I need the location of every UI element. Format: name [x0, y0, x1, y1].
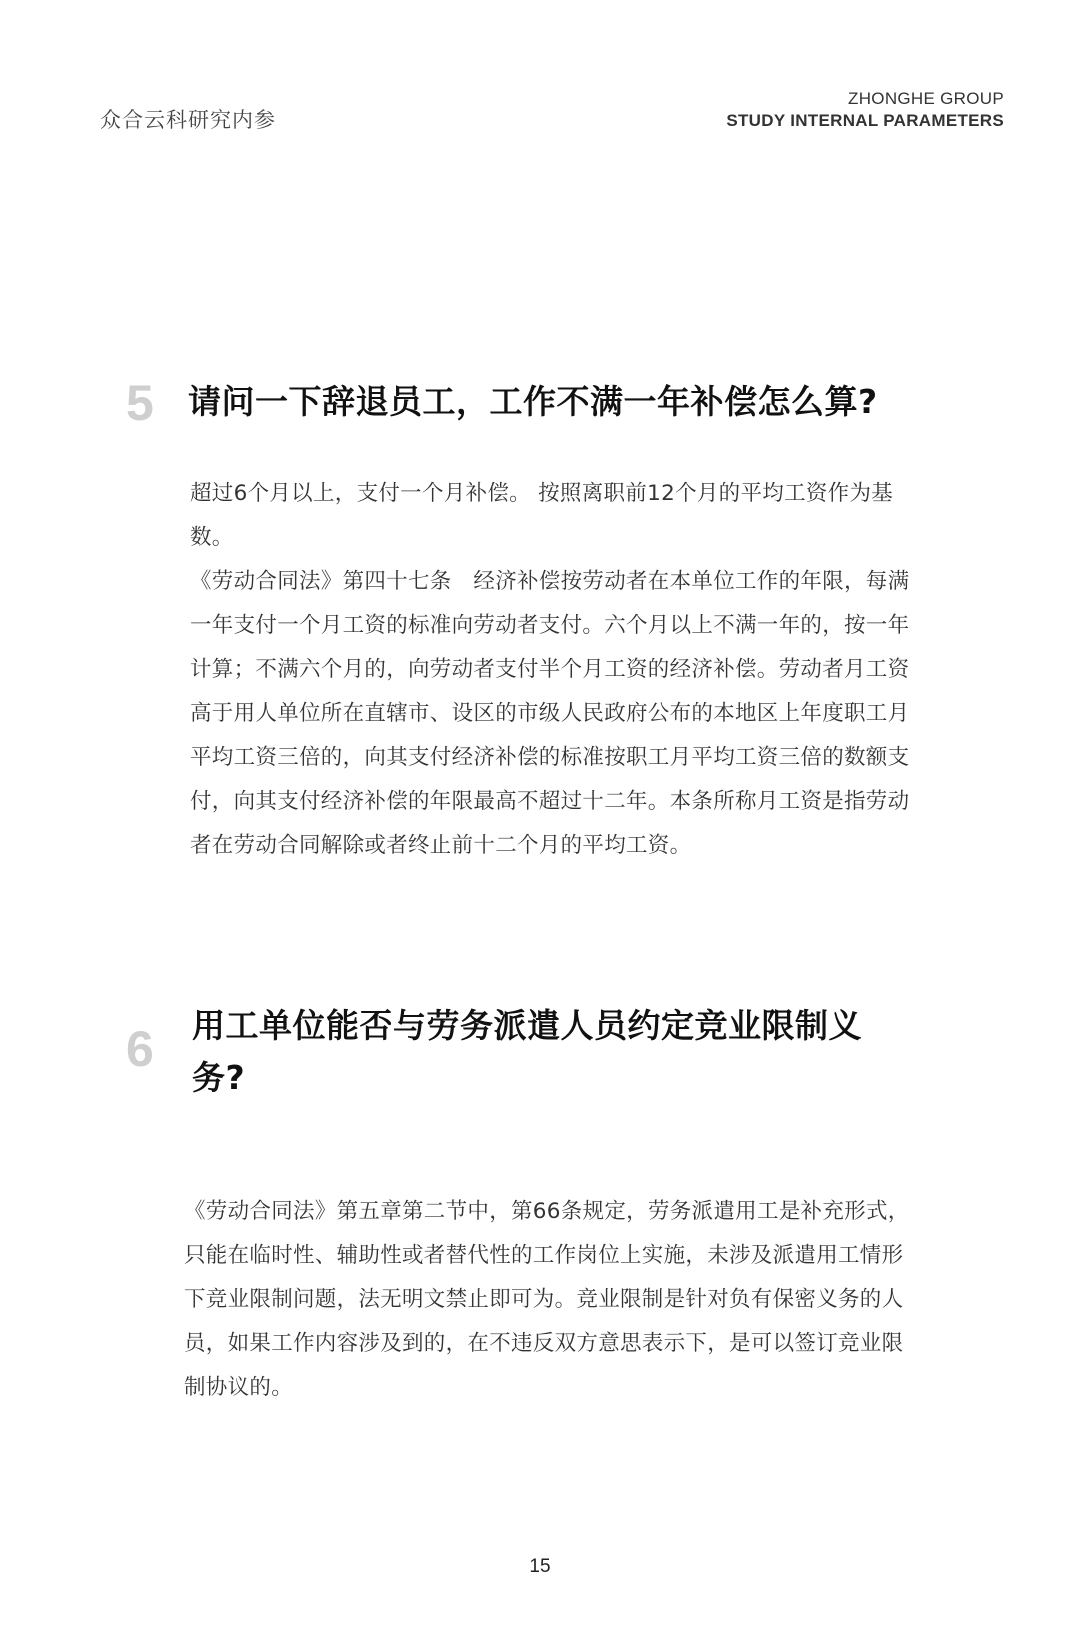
- header-brand-line1: ZHONGHE GROUP: [848, 89, 1004, 108]
- page-number: 15: [529, 1556, 551, 1577]
- header-publication-title: 众合云科研究内参: [100, 108, 276, 132]
- answer-5-paragraph-1: 超过6个月以上，支付一个月补偿。 按照离职前12个月的平均工资作为基数。: [190, 481, 894, 550]
- question-title-6: 用工单位能否与劳务派遣人员约定竞业限制义务?: [192, 1006, 862, 1097]
- answer-5: [190, 472, 922, 868]
- question-title-5: 请问一下辞退员工，工作不满一年补偿怎么算?: [188, 382, 878, 421]
- answer-6-paragraph-1: 《劳动合同法》第五章第二节中，第66条规定，劳务派遣用工是补充形式，只能在临时性、辅助性或者替代性的工作岗位上实施，未涉及派遣用工情形下竞业限制问题，法无明文禁止即可为。竞业限制是针对负有保密义务的人员，如果工作内容涉及到的，在不违反双方意思表示下，是可以签订竞业限制协议的。: [184, 1199, 910, 1400]
- header-brand-line2: STUDY INTERNAL PARAMETERS: [726, 111, 1004, 130]
- header-brand: [726, 88, 1004, 132]
- question-number-6: 6: [126, 1021, 154, 1077]
- question-number-5: 5: [126, 375, 154, 431]
- answer-6: [184, 1190, 924, 1410]
- answer-5-paragraph-2: 《劳动合同法》第四十七条 经济补偿按劳动者在本单位工作的年限，每满一年支付一个月工资的标准向劳动者支付。六个月以上不满一年的，按一年计算；不满六个月的，向劳动者支付半个月工资的经济补偿。劳动者月工资高于用人单位所在直辖市、设区的市级人民政府公布的本地区上年度职工月平均工资三倍的，向其支付经济补偿的标准按职工月平均工资三倍的数额支付，向其支付经济补偿的年限最高不超过十二年。本条所称月工资是指劳动者在劳动合同解除或者终止前十二个月的平均工资。: [190, 569, 910, 858]
